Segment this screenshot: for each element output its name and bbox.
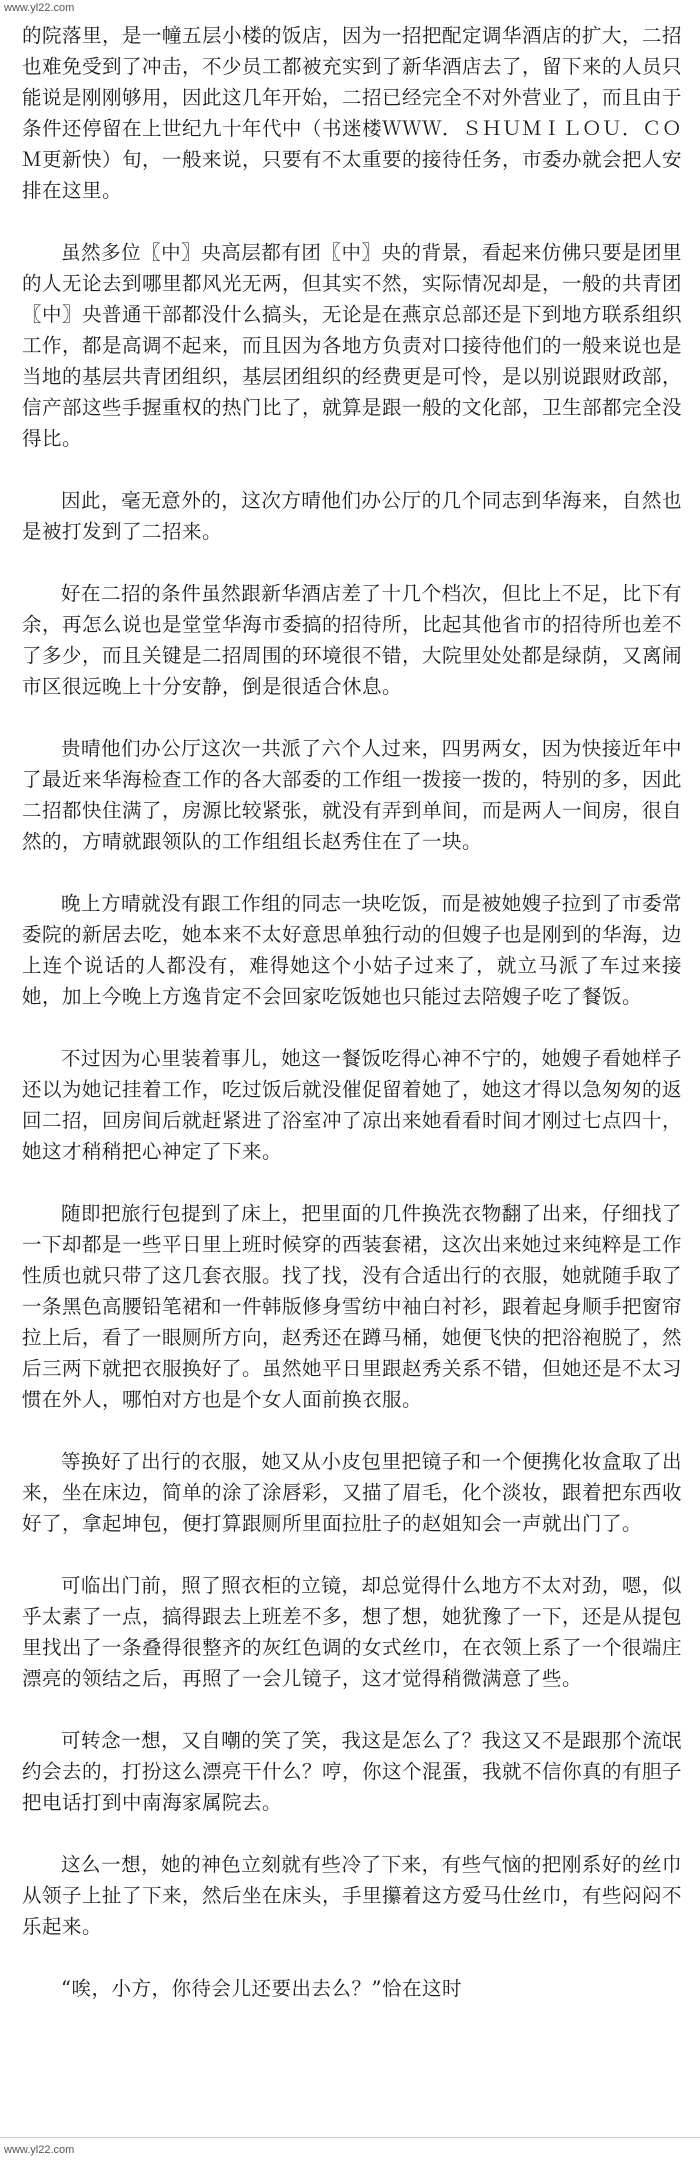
paragraph: 等换好了出行的衣服，她又从小皮包里把镜子和一个便携化妆盒取了出来，坐在床边，简单的涂了涂唇彩，又描了眉毛，化个淡妆，跟着把东西收好了，拿起坤包，便打算跟厕所里面拉肚子的赵姐知会一声就出门了。 <box>22 1450 683 1535</box>
paragraph: 可临出门前，照了照衣柜的立镜，却总觉得什么地方不太对劲，嗯，似乎太素了一点，搞得跟去上班差不多，想了想，她犹豫了一下，还是从提包里找出了一条叠得很整齐的灰红色调的女式丝巾，在衣领上系了一个很端庄漂亮的领结之后，再照了一会儿镜子，这才觉得稍微满意了些。 <box>22 1574 683 1690</box>
footer-divider <box>0 2137 700 2138</box>
paragraph: 晚上方晴就没有跟工作组的同志一块吃饭，而是被她嫂子拉到了市委常委院的新居去吃，她本来不太好意思单独行动的但嫂子也是刚到的华海，边上连个说话的人都没有，难得她这个小姑子过来了，就立马派了车过来接她，加上今晚上方逸肯定不会回家吃饭她也只能过去陪嫂子吃了餐饭。 <box>22 892 683 1008</box>
paragraph: 可转念一想，又自嘲的笑了笑，我这是怎么了？我这又不是跟那个流氓约会去的，打扮这么漂亮干什么？哼，你这个混蛋，我就不信你真的有胆子把电话打到中南海家属院去。 <box>22 1729 683 1814</box>
paragraph: 因此，毫无意外的，这次方晴他们办公厅的几个同志到华海来，自然也是被打发到了二招来。 <box>22 489 682 543</box>
site-watermark-footer: www.yl22.com <box>4 2144 75 2156</box>
paragraph: 这么一想，她的神色立刻就有些冷了下来，有些气恼的把刚系好的丝巾从领子上扯了下来，然后坐在床头，手里攥着这方爱马仕丝巾，有些闷闷不乐起来。 <box>22 1853 683 1938</box>
paragraph: 随即把旅行包提到了床上，把里面的几件换洗衣物翻了出来，仔细找了一下却都是一些平日里上班时候穿的西装套裙，这次出来她过来纯粹是工作性质也就只带了这几套衣服。找了找，没有合适出行的衣服，她就随手取了一条黑色高腰铅笔裙和一件韩版修身雪纺中袖白衬衫，跟着起身顺手把窗帘拉上后，看了一眼厕所方向，赵秀还在蹲马桶，她便飞快的把浴袍脱了，然后三两下就把衣服换好了。虽然她平日里跟赵秀关系不错，但她还是不太习惯在外人，哪怕对方也是个女人面前换衣服。 <box>22 1202 683 1411</box>
site-watermark-header: www.yl22.com <box>4 2 75 14</box>
article-body <box>22 20 682 2035</box>
paragraph: 贵晴他们办公厅这次一共派了六个人过来，四男两女，因为快接近年中了最近来华海检查工作的各大部委的工作组一拨接一拨的，特别的多，因此二招都快住满了，房源比较紧张，就没有弄到单间，而是两人一间房，很自然的，方晴就跟领队的工作组组长赵秀住在了一块。 <box>22 737 683 853</box>
paragraph: 的院落里，是一幢五层小楼的饭店，因为一招把配定调华酒店的扩大，二招也难免受到了冲击，不少员工都被充实到了新华酒店去了，留下来的人员只能说是刚刚够用，因此这几年开始，二招已经完全不对外营业了，而且由于条件还停留在上世纪九十年代中（书迷楼ＷＷＷ．ＳＨＵＭＩＬＯＵ．ＣＯＭ更新快）旬，一般来说，只要有不太重要的接待任务，市委办就会把人安排在这里。 <box>22 24 683 202</box>
paragraph: 不过因为心里装着事儿，她这一餐饭吃得心神不宁的，她嫂子看她样子还以为她记挂着工作，吃过饭后就没催促留着她了，她这才得以急匆匆的返回二招，回房间后就赶紧进了浴室冲了凉出来她看看时间才刚过七点四十，她这才稍稍把心神定了下来。 <box>22 1047 683 1163</box>
paragraph: “唉，小方，你待会儿还要出去么？”恰在这时 <box>61 1977 462 2000</box>
paragraph: 虽然多位〖中〗央高层都有团〖中〗央的背景，看起来仿佛只要是团里的人无论去到哪里都风光无两，但其实不然，实际情况却是，一般的共青团〖中〗央普通干部都没什么搞头，无论是在燕京总部还是下到地方联系组织工作，都是高调不起来，而且因为各地方负责对口接待他们的一般来说也是当地的基层共青团组织，基层团组织的经费更是可怜，是以别说跟财政部，信产部这些手握重权的热门比了，就算是跟一般的文化部，卫生部都完全没得比。 <box>22 241 683 450</box>
paragraph: 好在二招的条件虽然跟新华酒店差了十几个档次，但比上不足，比下有余，再怎么说也是堂堂华海市委搞的招待所，比起其他省市的招待所也差不了多少，而且关键是二招周围的环境很不错，大院里处处都是绿荫，又离闹市区很远晚上十分安静，倒是很适合休息。 <box>22 582 683 698</box>
